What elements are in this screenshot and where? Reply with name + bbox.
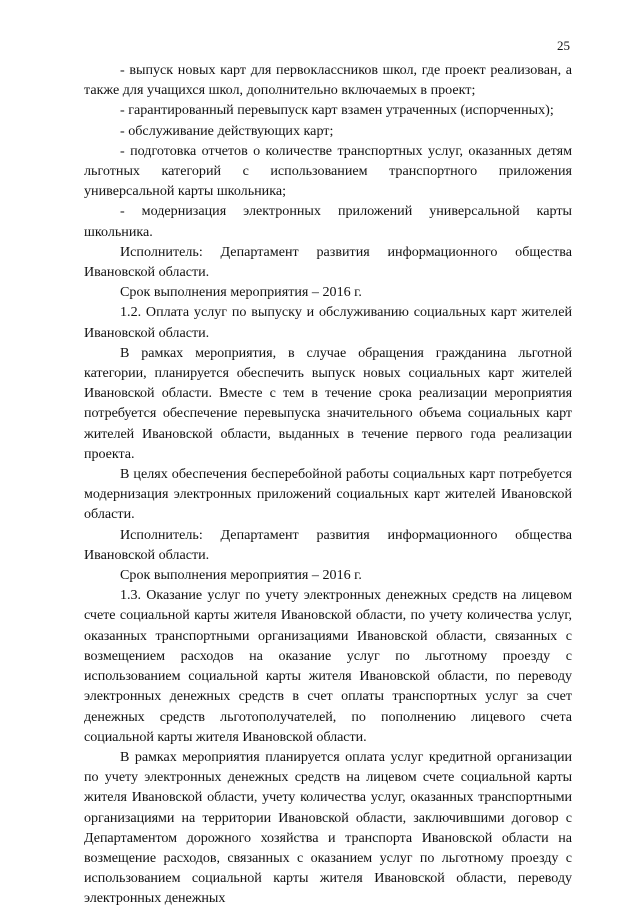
paragraph-deadline-2: Срок выполнения мероприятия – 2016 г.	[120, 567, 362, 584]
paragraph-section-1-2-modernization: В целях обеспечения бесперебойной работы социальных карт потребуется модернизация электронных приложений социальных карт жителей Ивановской области.	[84, 466, 572, 523]
paragraph-deadline-1: Срок выполнения мероприятия – 2016 г.	[120, 284, 362, 301]
paragraph-section-1-2-details: В рамках мероприятия, в случае обращения гражданина льготной категории, планируется обеспечить выпуск новых социальных карт жителей Ивановской области. Вместе с тем в течение срока реализации мероприятия потребуется обеспечение перевыпуска значительного объема социальных карт жителей Ивановской области, выданных в течение первого года реализации проекта.	[84, 344, 572, 462]
paragraph-bullet-reissue: - гарантированный перевыпуск карт взамен утраченных (испорченных);	[120, 102, 554, 119]
paragraph-section-1-3-details: В рамках мероприятия планируется оплата услуг кредитной организации по учету электронных денежных средств на лицевом счете социальной карты жителя Ивановской области, учету количества услуг, оказанных транспортными организациями на территории Ивановской области, заключившими договор с Департаментом дорожного хозяйства и транспорта Ивановской области на возмещение расходов, связанных с оказанием услуг по льготному проезду с использованием социальной карты жителя Ивановской области, переводу электронных денежных	[84, 748, 572, 907]
paragraph-bullet-reports: - подготовка отчетов о количестве транспортных услуг, оказанных детям льготных категорий с использованием транспортного приложения универсальной карты школьника;	[84, 142, 572, 200]
paragraph-bullet-modernization: - модернизация электронных приложений универсальной карты школьника.	[84, 203, 572, 240]
paragraph-section-1-3: 1.3. Оказание услуг по учету электронных денежных средств на лицевом счете социальной карты жителя Ивановской области, по учету количества услуг, оказанных транспортными организациями Ивановской области, связанных с возмещением расходов на оказание услуг по льготному проезду с использованием социальной карты жителя Ивановской области, по переводу электронных денежных средств в счет оплаты транспортных услуг за счет денежных средств льготополучателей, по пополнению лицевого счета социальной карты жителя Ивановской области.	[84, 587, 572, 745]
paragraph-section-1-2: 1.2. Оплата услуг по выпуску и обслуживанию социальных карт жителей Ивановской области.	[84, 304, 572, 341]
paragraph-bullet-service: - обслуживание действующих карт;	[120, 122, 334, 139]
document-body	[84, 60, 572, 909]
page-number: 25	[557, 38, 570, 53]
paragraph-executor-1: Исполнитель: Департамент развития информационного общества Ивановской области.	[84, 243, 572, 281]
paragraph-bullet-new-cards: - выпуск новых карт для первоклассников школ, где проект реализован, а также для учащихся школ, дополнительно включаемых в проект;	[84, 62, 572, 99]
paragraph-executor-2: Исполнитель: Департамент развития информационного общества Ивановской области.	[84, 526, 572, 563]
